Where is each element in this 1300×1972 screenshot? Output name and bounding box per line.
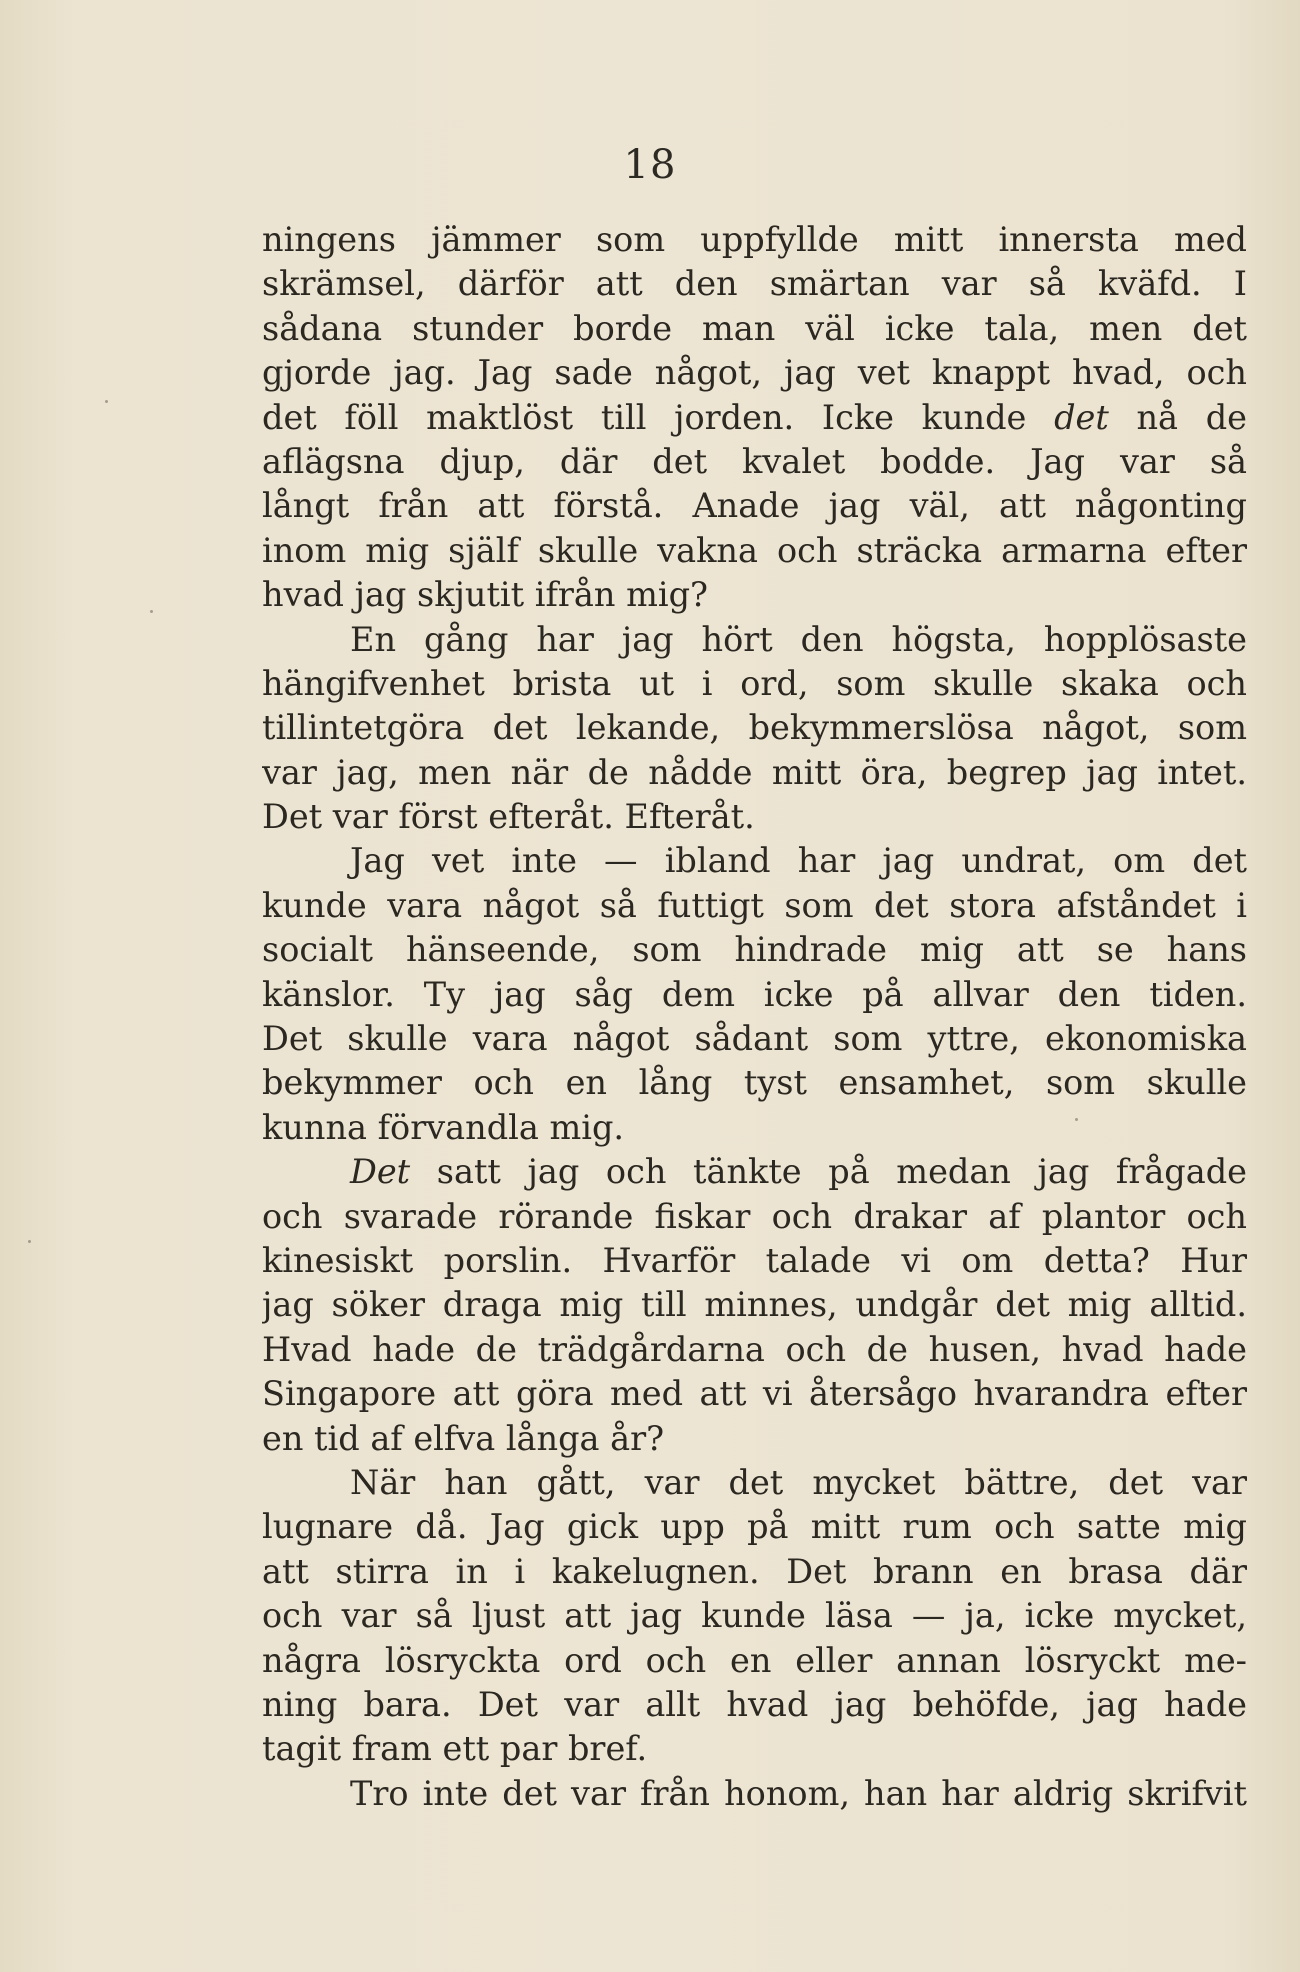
text-line: gjorde jag. Jag sade något, jag vet knappt hvad, och xyxy=(262,353,1247,393)
text-line: jag söker draga mig till minnes, undgår det mig alltid. xyxy=(262,1285,1247,1325)
text-line: ningens jämmer som uppfyllde mitt innersta med xyxy=(262,220,1247,259)
paper-speck xyxy=(105,400,108,403)
text-line: skrämsel, därför att den smärtan var så kväfd. I xyxy=(262,264,1247,304)
text-line: att stirra in i kakelugnen. Det brann en brasa där xyxy=(262,1551,1247,1591)
paragraph-start-line: Tro inte det var från honom, han har aldrig skrifvit xyxy=(350,1773,1247,1813)
paper-speck xyxy=(1075,1118,1078,1121)
text-line: bekymmer och en lång tyst ensamhet, som skulle xyxy=(262,1063,1247,1103)
text-line: inom mig själf skulle vakna och sträcka armarna efter xyxy=(262,530,1247,570)
page-number: 18 xyxy=(623,142,677,188)
text-line: tillintetgöra det lekande, bekymmerslösa något, som xyxy=(262,708,1247,748)
text-line: känslor. Ty jag såg dem icke på allvar den tiden. xyxy=(262,974,1247,1014)
text-line: hvad jag skjutit ifrån mig? xyxy=(262,575,708,615)
paper-speck xyxy=(150,610,153,613)
text-line: det föll maktlöst till jorden. Icke kunde det nå de xyxy=(262,397,1247,437)
text-line: hängifvenhet brista ut i ord, som skulle skaka och xyxy=(262,663,1247,703)
paragraph-start-line: Det satt jag och tänkte på medan jag frågade xyxy=(350,1152,1247,1192)
body-text xyxy=(262,218,1247,1816)
paragraph-start-line: Jag vet inte — ibland har jag undrat, om det xyxy=(350,841,1247,881)
text-line: tagit fram ett par bref. xyxy=(262,1729,648,1769)
text-line: ning bara. Det var allt hvad jag behöfde, jag hade xyxy=(262,1684,1247,1724)
text-line: kinesiskt porslin. Hvarför talade vi om detta? Hur xyxy=(262,1240,1247,1280)
text-line: långt från att förstå. Anade jag väl, att någonting xyxy=(262,486,1247,526)
paragraph-start-line: En gång har jag hört den högsta, hopplösaste xyxy=(350,619,1247,659)
italic-emphasis: Det xyxy=(350,1152,411,1192)
text-line: lugnare då. Jag gick upp på mitt rum och satte mig xyxy=(262,1507,1247,1547)
paragraph-start-line: När han gått, var det mycket bättre, det var xyxy=(350,1462,1247,1502)
text-line: några lösryckta ord och en eller annan lösryckt me- xyxy=(262,1640,1247,1680)
text-line: aflägsna djup, där det kvalet bodde. Jag var så xyxy=(262,441,1247,481)
text-line: en tid af elfva långa år? xyxy=(262,1418,665,1458)
text-line: och var så ljust att jag kunde läsa — ja, icke mycket, xyxy=(262,1596,1247,1636)
text-line: Det skulle vara något sådant som yttre, ekonomiska xyxy=(262,1019,1247,1059)
text-line: kunde vara något så futtigt som det stora afståndet i xyxy=(262,885,1247,925)
text-line: socialt hänseende, som hindrade mig att se hans xyxy=(262,930,1247,970)
text-line: var jag, men när de nådde mitt öra, begrep jag intet. xyxy=(262,752,1247,792)
paper-speck xyxy=(28,1240,31,1243)
text-line: Det var först efteråt. Efteråt. xyxy=(262,797,755,837)
text-line: och svarade rörande fiskar och drakar af plantor och xyxy=(262,1196,1247,1236)
text-line: Singapore att göra med att vi återsågo hvarandra efter xyxy=(262,1374,1247,1414)
text-line: kunna förvandla mig. xyxy=(262,1107,625,1147)
italic-emphasis: det xyxy=(1054,397,1109,437)
text-line: sådana stunder borde man väl icke tala, men det xyxy=(262,308,1247,348)
text-line: Hvad hade de trädgårdarna och de husen, hvad hade xyxy=(262,1329,1247,1369)
